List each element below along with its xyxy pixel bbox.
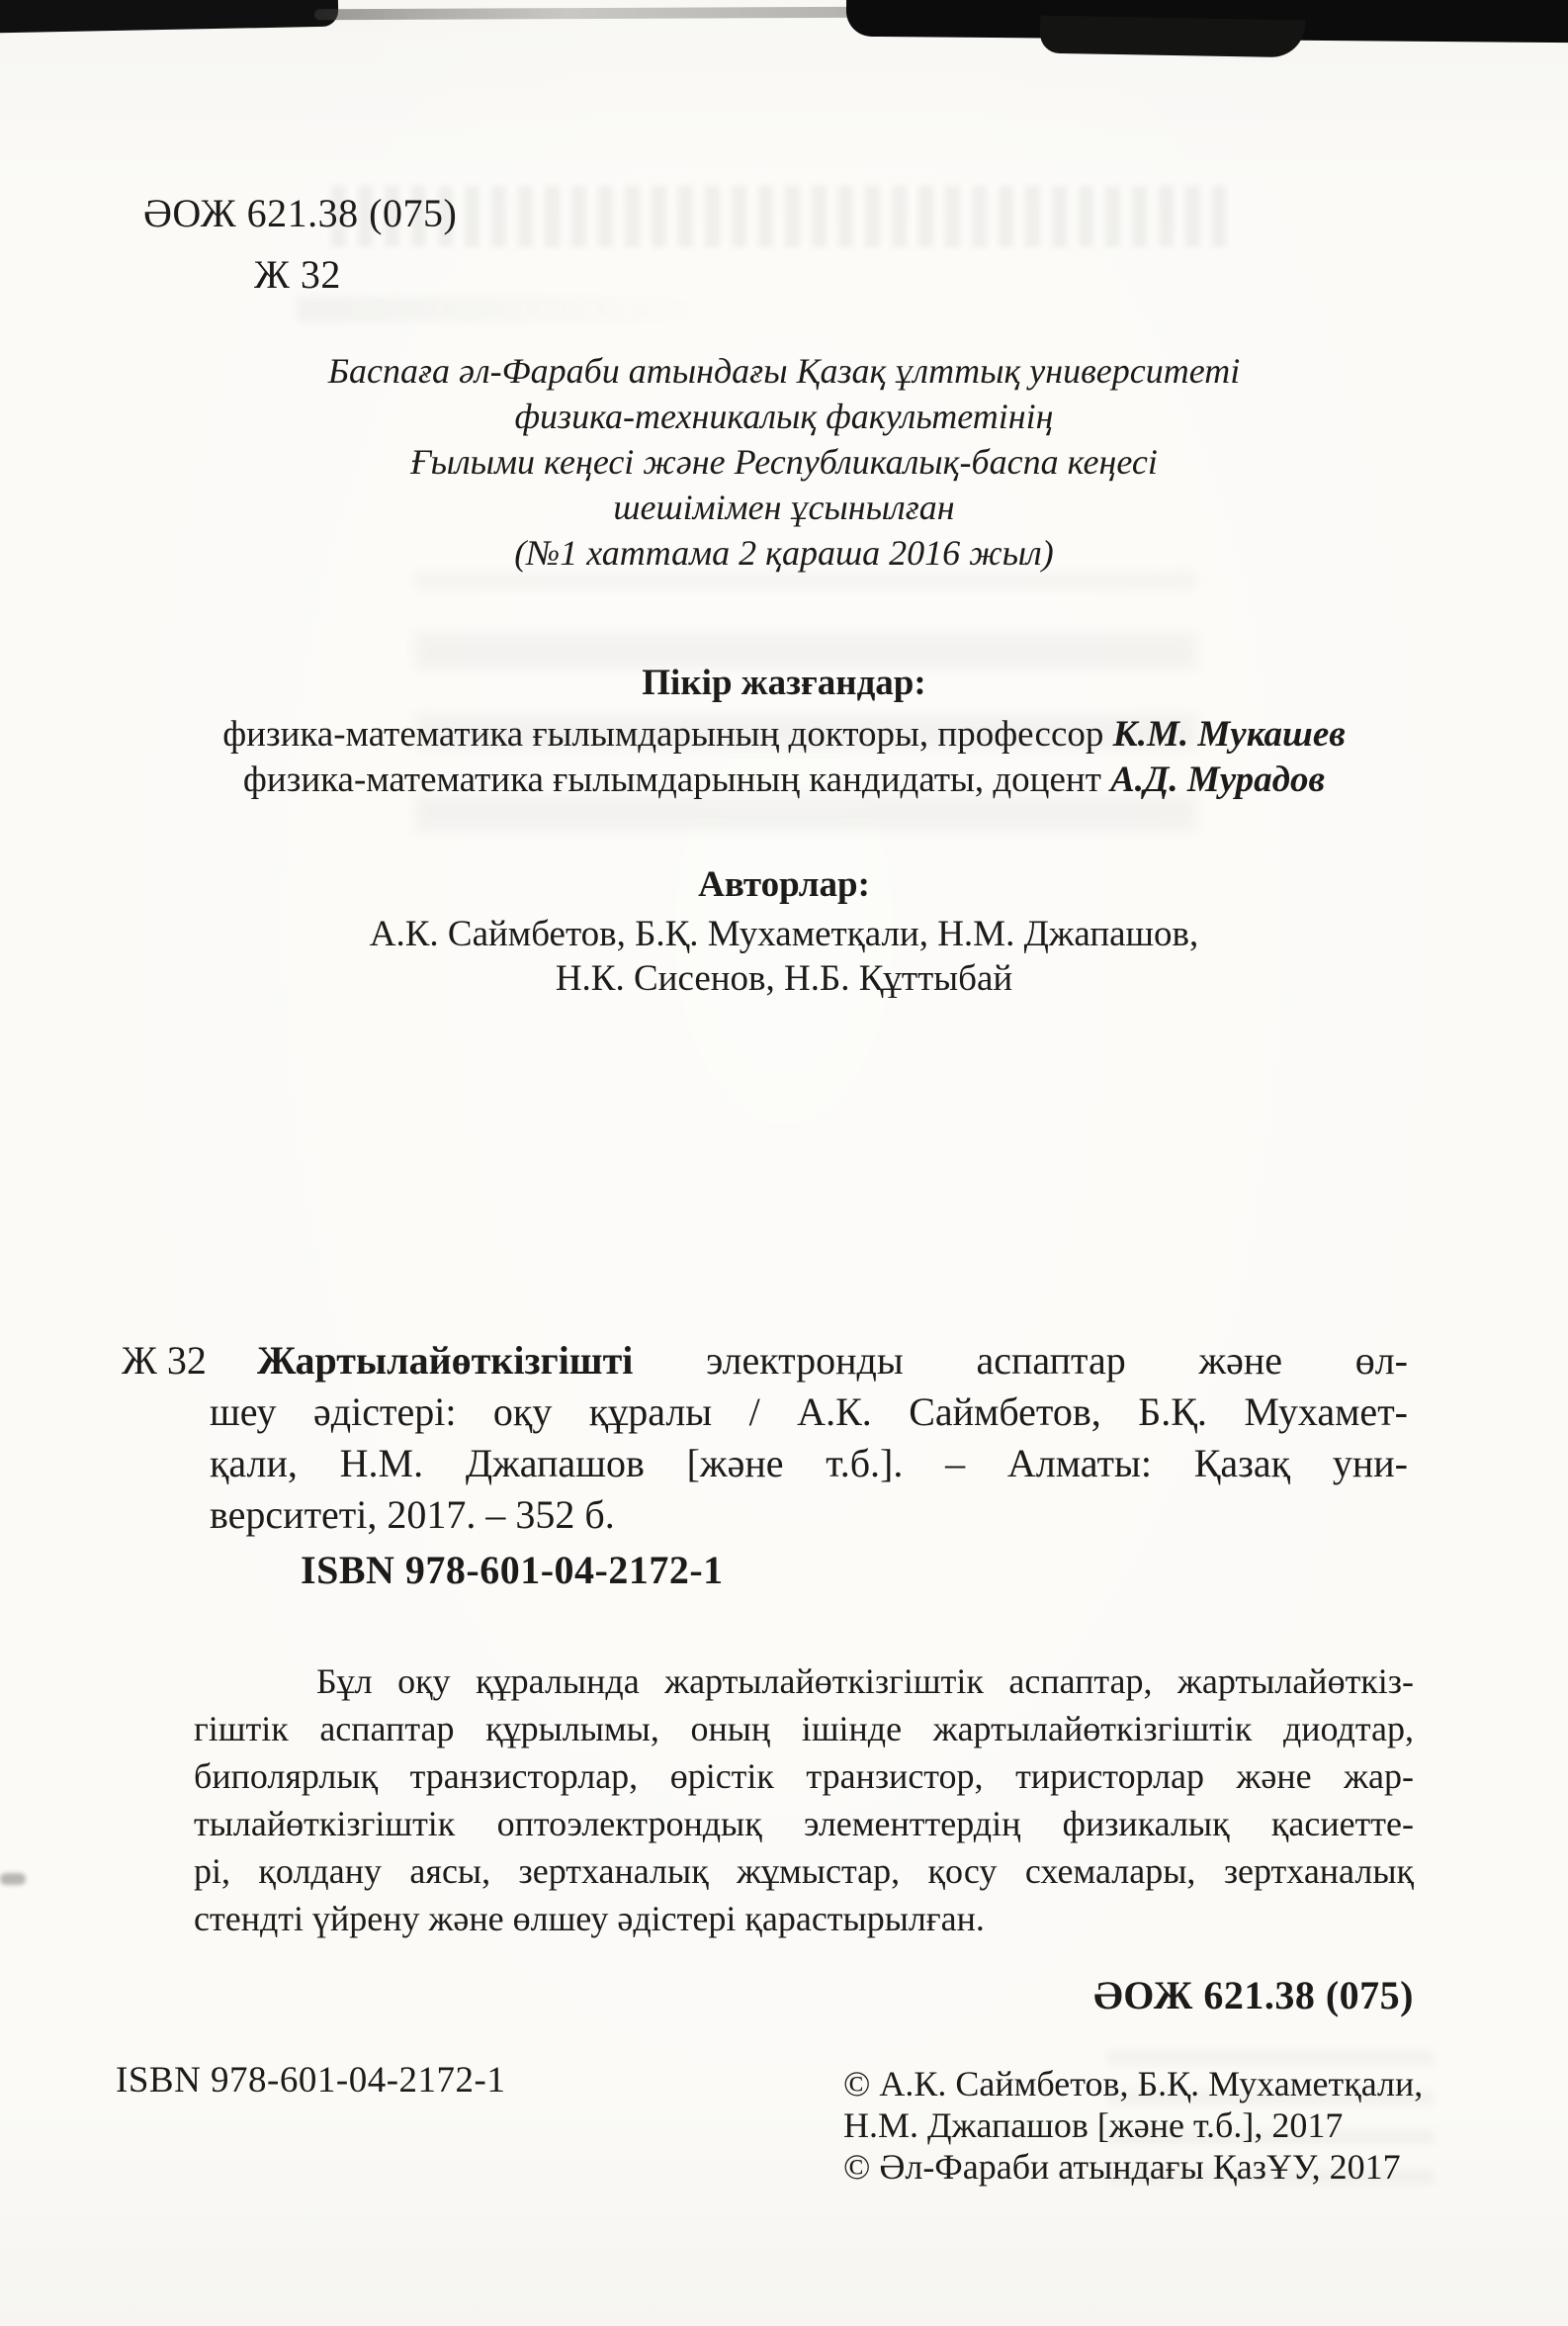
bleed-through-artifact-under-code	[297, 297, 712, 322]
reviewer-line	[0, 758, 1568, 803]
catalog-entry-isbn: ISBN 978-601-04-2172-1	[301, 1548, 724, 1592]
authors-section	[0, 862, 1568, 1001]
approval-note-line: шешімімен ұсынылған	[613, 488, 955, 527]
catalog-entry-line: қали, Н.М. Джапашов [және т.б.]. – Алматы: Қазақ уни-	[210, 1441, 1408, 1485]
scan-speck-artifact	[0, 1873, 26, 1885]
abstract-line: гіштік аспаптар құрылымы, оның ішінде жартылайөткізгіштік диодтар,	[194, 1709, 1414, 1748]
abstract-line: рі, қолдану аясы, зертханалық жұмыстар, қосу схемалары, зертханалық	[194, 1851, 1414, 1891]
catalog-entry-line: шеу әдістері: оқу құралы / А.К. Саймбетов, Б.Қ. Мухамет-	[210, 1389, 1408, 1434]
catalog-entry-title-rest: электронды аспаптар және өл-	[633, 1338, 1408, 1383]
scan-edge-artifact-top-mid	[314, 7, 874, 20]
reviewer-name: А.Д. Мурадов	[1110, 760, 1326, 800]
reviewers-heading: Пікір жазғандар:	[642, 663, 926, 703]
catalog-entry-title: Жартылайөткізгішті	[257, 1338, 634, 1383]
reviewer-name: К.М. Мукашев	[1112, 714, 1346, 755]
abstract-line: тылайөткізгіштік оптоэлектрондық элементтердің физикалық қасиетте-	[194, 1804, 1414, 1843]
bleed-through-artifact-top	[331, 186, 1226, 247]
catalog-entry-label: Ж 32	[122, 1338, 207, 1383]
catalog-entry-line	[210, 1335, 1408, 1387]
authors-heading: Авторлар:	[698, 864, 870, 905]
catalog-entry-line: верситеті, 2017. – 352 б.	[210, 1492, 615, 1537]
approval-note-line: (№1 хаттама 2 қараша 2016 жыл)	[514, 533, 1054, 573]
reviewer-line	[0, 712, 1568, 758]
udc-code-top: ӘОЖ 621.38 (075)	[143, 191, 458, 235]
abstract-line: стендті үйрену және өлшеу әдістері қарастырылған.	[194, 1899, 985, 1938]
isbn-bottom: ISBN 978-601-04-2172-1	[116, 2060, 506, 2101]
copyright-block	[843, 2063, 1423, 2188]
udc-classification-block	[143, 190, 457, 298]
abstract-line: биполярлық транзисторлар, өрістік транзистор, тиристорлар және жар-	[194, 1756, 1414, 1796]
catalog-entry	[210, 1335, 1408, 1596]
copyright-line: © Әл-Фараби атындағы ҚазҰУ, 2017	[843, 2147, 1401, 2187]
abstract-line: Бұл оқу құралында жартылайөткізгіштік аспаптар, жартылайөткіз-	[316, 1661, 1414, 1701]
authors-line: Н.К. Сисенов, Н.Б. Құттыбай	[555, 958, 1013, 999]
scan-edge-artifact-top-left	[0, 0, 338, 33]
scan-edge-artifact-blob	[1040, 16, 1306, 58]
udc-code-bottom: ӘОЖ 621.38 (075)	[1093, 1973, 1414, 2017]
reviewer-role: физика-математика ғылымдарының докторы, профессор	[222, 714, 1113, 755]
authors-line: А.К. Саймбетов, Б.Қ. Мухаметқали, Н.М. Джапашов,	[369, 914, 1199, 954]
approval-note-line: физика-техникалық факультетінің	[514, 397, 1054, 436]
copyright-line: Н.М. Джапашов [және т.б.], 2017	[843, 2105, 1344, 2145]
copyright-line: © А.К. Саймбетов, Б.Қ. Мухаметқали,	[843, 2064, 1424, 2103]
reviewers-section	[0, 661, 1568, 803]
publication-approval-note	[0, 348, 1568, 576]
library-author-code-top: Ж 32	[254, 252, 341, 297]
approval-note-line: Баспаға әл-Фараби атындағы Қазақ ұлттық университеті	[327, 351, 1241, 391]
abstract-paragraph	[194, 1657, 1414, 1942]
approval-note-line: Ғылыми кеңесі және Республикалық-баспа кеңесі	[410, 442, 1158, 482]
reviewer-role: физика-математика ғылымдарының кандидаты, доцент	[242, 760, 1111, 800]
